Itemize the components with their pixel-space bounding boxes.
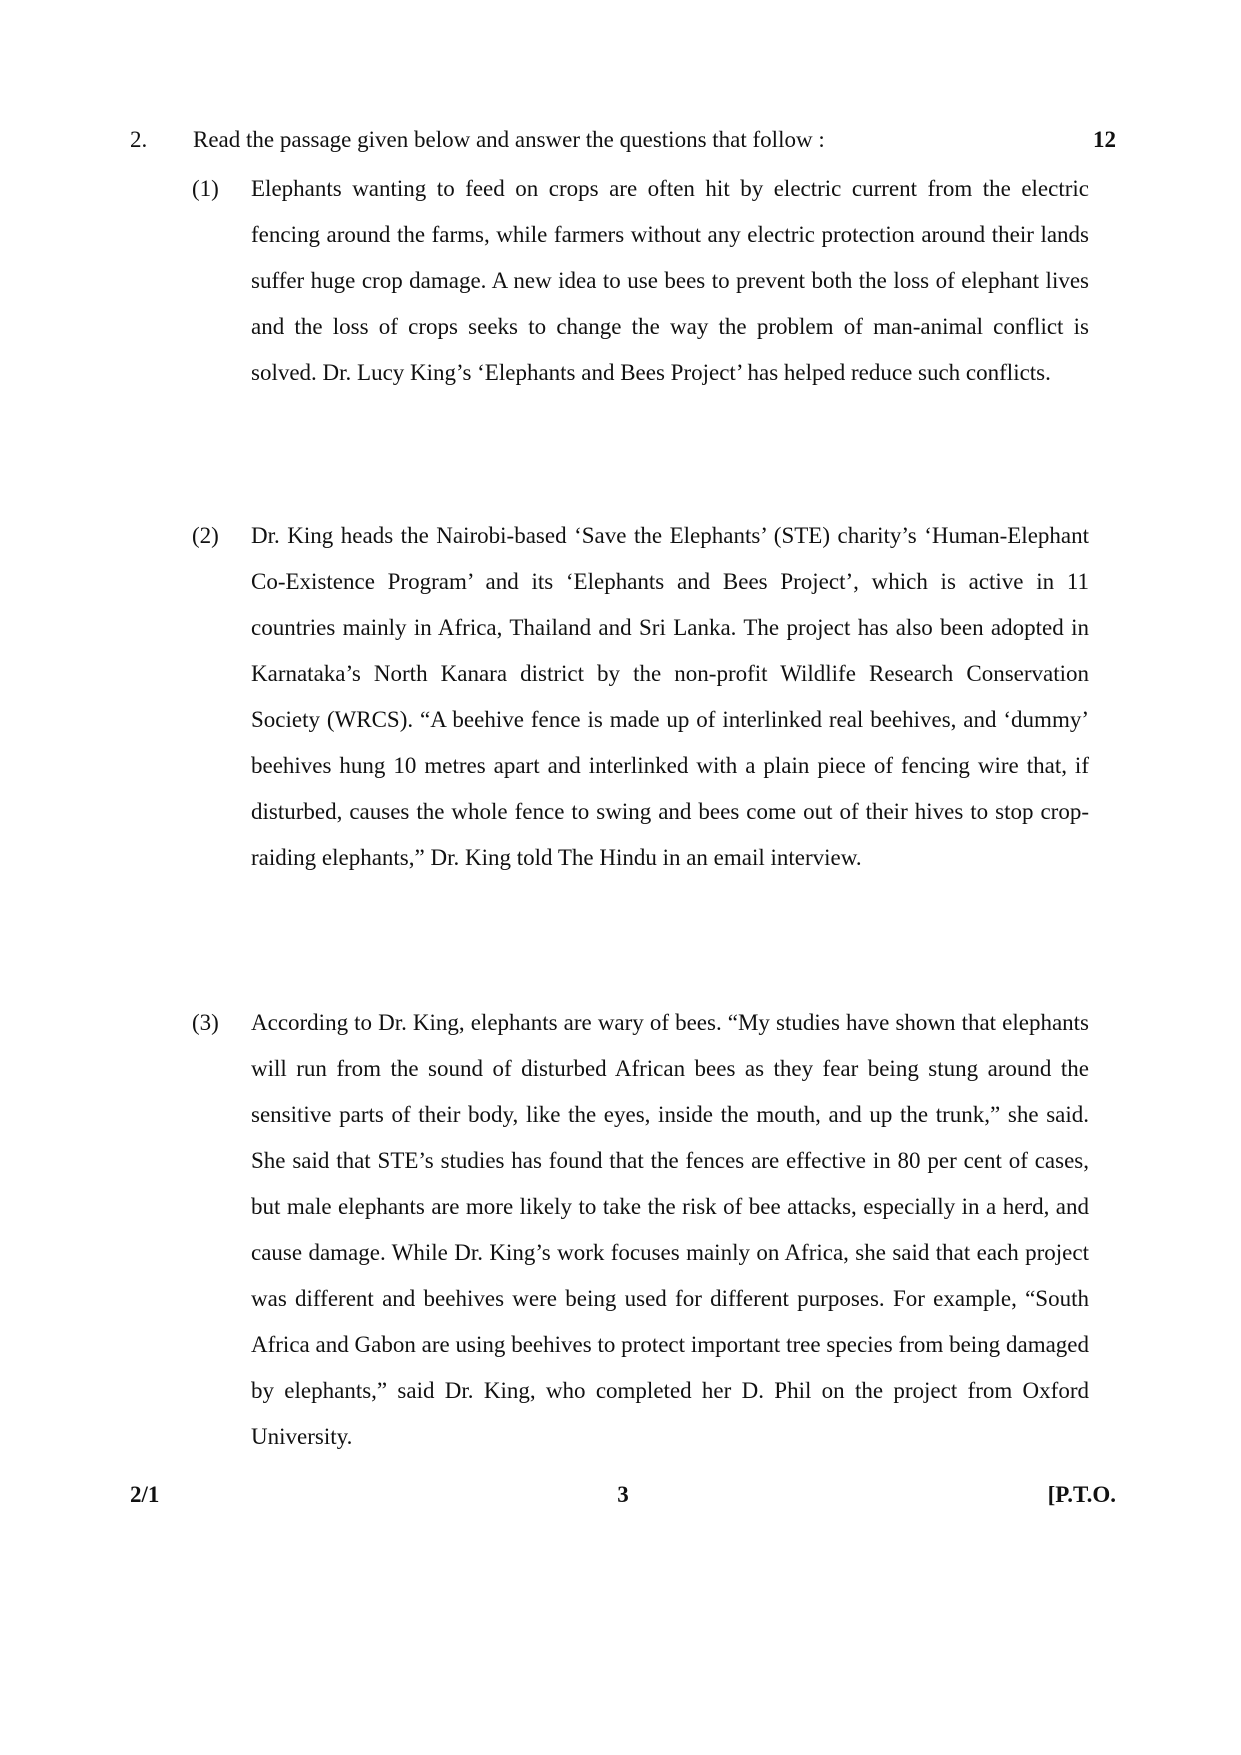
page-footer xyxy=(130,1475,1116,1515)
question-marks: 12 xyxy=(1093,127,1116,152)
paragraph-label: (2) xyxy=(192,523,219,548)
paragraph-label: (3) xyxy=(192,1010,219,1035)
question-prompt: Read the passage given below and answer the questions that follow : xyxy=(193,127,825,152)
question-header xyxy=(130,120,1116,160)
paragraph-text: Dr. King heads the Nairobi-based ‘Save the Elephants’ (STE) charity’s ‘Human-Elephant Co-Existence Program’ and its ‘Elephants and Bees Project’, which is active in 11 countries mainly in Africa, Thailand and Sri Lanka. The project has also been adopted in Karnataka’s North Kanara district by the non-profit Wildlife Research Conservation Society (WRCS). “A beehive fence is made up of interlinked real beehives, and ‘dummy’ beehives hung 10 metres apart and interlinked with a plain piece of fencing wire that, if disturbed, causes the whole fence to swing and bees come out of their hives to stop crop-raiding elephants,” Dr. King told The Hindu in an email interview. xyxy=(251,523,1089,870)
please-turn-over: [P.T.O. xyxy=(1047,1482,1116,1507)
paragraph-text: According to Dr. King, elephants are wary of bees. “My studies have shown that elephants will run from the sound of disturbed African bees as they fear being stung around the sensitive parts of their body, like the eyes, inside the mouth, and up the trunk,” she said. She said that STE’s studies has found that the fences are effective in 80 per cent of cases, but male elephants are more likely to take the risk of bee attacks, especially in a herd, and cause damage. While Dr. King’s work focuses mainly on Africa, she said that each project was different and beehives were being used for different purposes. For example, “South Africa and Gabon are using beehives to protect important tree species from being damaged by elephants,” said Dr. King, who completed her D. Phil on the project from Oxford University. xyxy=(251,1010,1089,1449)
paper-code: 2/1 xyxy=(130,1482,160,1507)
page-number: 3 xyxy=(617,1482,629,1507)
paragraph-text: Elephants wanting to feed on crops are often hit by electric current from the electric fencing around the farms, while farmers without any electric protection around their lands suffer huge crop damage. A new idea to use bees to prevent both the loss of elephant lives and the loss of crops seeks to change the way the problem of man-animal conflict is solved. Dr. Lucy King’s ‘Elephants and Bees Project’ has helped reduce such conflicts. xyxy=(251,176,1089,385)
question-number: 2. xyxy=(130,127,148,152)
paragraph-label: (1) xyxy=(192,176,219,201)
